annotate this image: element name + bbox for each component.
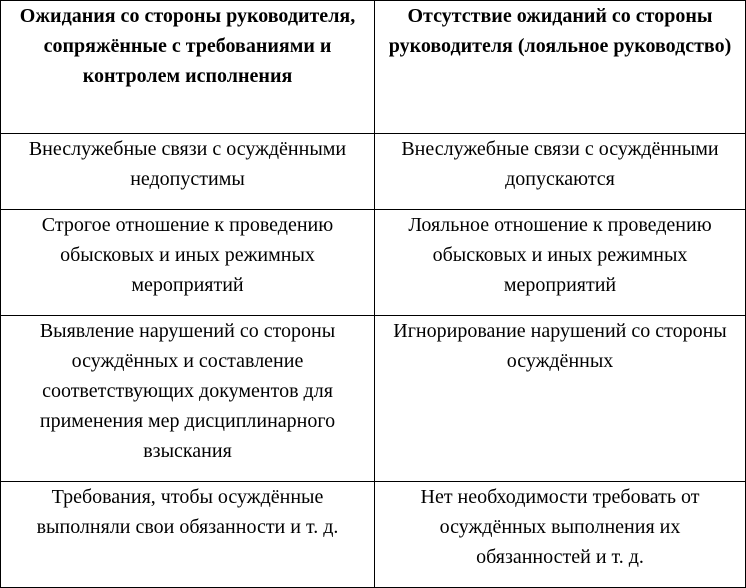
header-cell-no-expectations	[375, 1, 746, 134]
table-cell	[1, 482, 375, 588]
table-cell	[375, 210, 746, 316]
cell-text: Лояльное отношение к проведению обысковых и иных режимных мероприятий	[408, 214, 712, 296]
table-row	[1, 134, 746, 210]
table-cell	[1, 316, 375, 482]
header-cell-expectations	[1, 1, 375, 134]
table-cell	[1, 210, 375, 316]
table-cell	[375, 134, 746, 210]
cell-text: Внеслужебные связи с осуждёнными допускаются	[401, 138, 719, 190]
table-row	[1, 316, 746, 482]
cell-text: Игнорирование нарушений со стороны осуждённых	[393, 320, 727, 372]
table-row	[1, 210, 746, 316]
header-text: Ожидания со стороны руководителя, сопряжённые с требованиями и контролем исполнения	[19, 5, 356, 87]
table-row	[1, 482, 746, 588]
cell-text: Выявление нарушений со стороны осуждённых и составление соответствующих документов для применения мер дисциплинарного взыскания	[39, 320, 336, 462]
table-header-row	[1, 1, 746, 134]
cell-text: Внеслужебные связи с осуждёнными недопустимы	[28, 138, 347, 190]
table-cell	[375, 316, 746, 482]
cell-text: Нет необходимости требовать от осуждённых выполнения их обязанностей и т. д.	[420, 486, 700, 568]
table-cell	[1, 134, 375, 210]
header-text: Отсутствие ожиданий со стороны руководителя (лояльное руководство)	[388, 5, 732, 57]
cell-text: Требования, чтобы осуждённые выполняли свои обязанности и т. д.	[36, 486, 339, 538]
cell-text: Строгое отношение к проведению обысковых и иных режимных мероприятий	[41, 214, 334, 296]
table-cell	[375, 482, 746, 588]
